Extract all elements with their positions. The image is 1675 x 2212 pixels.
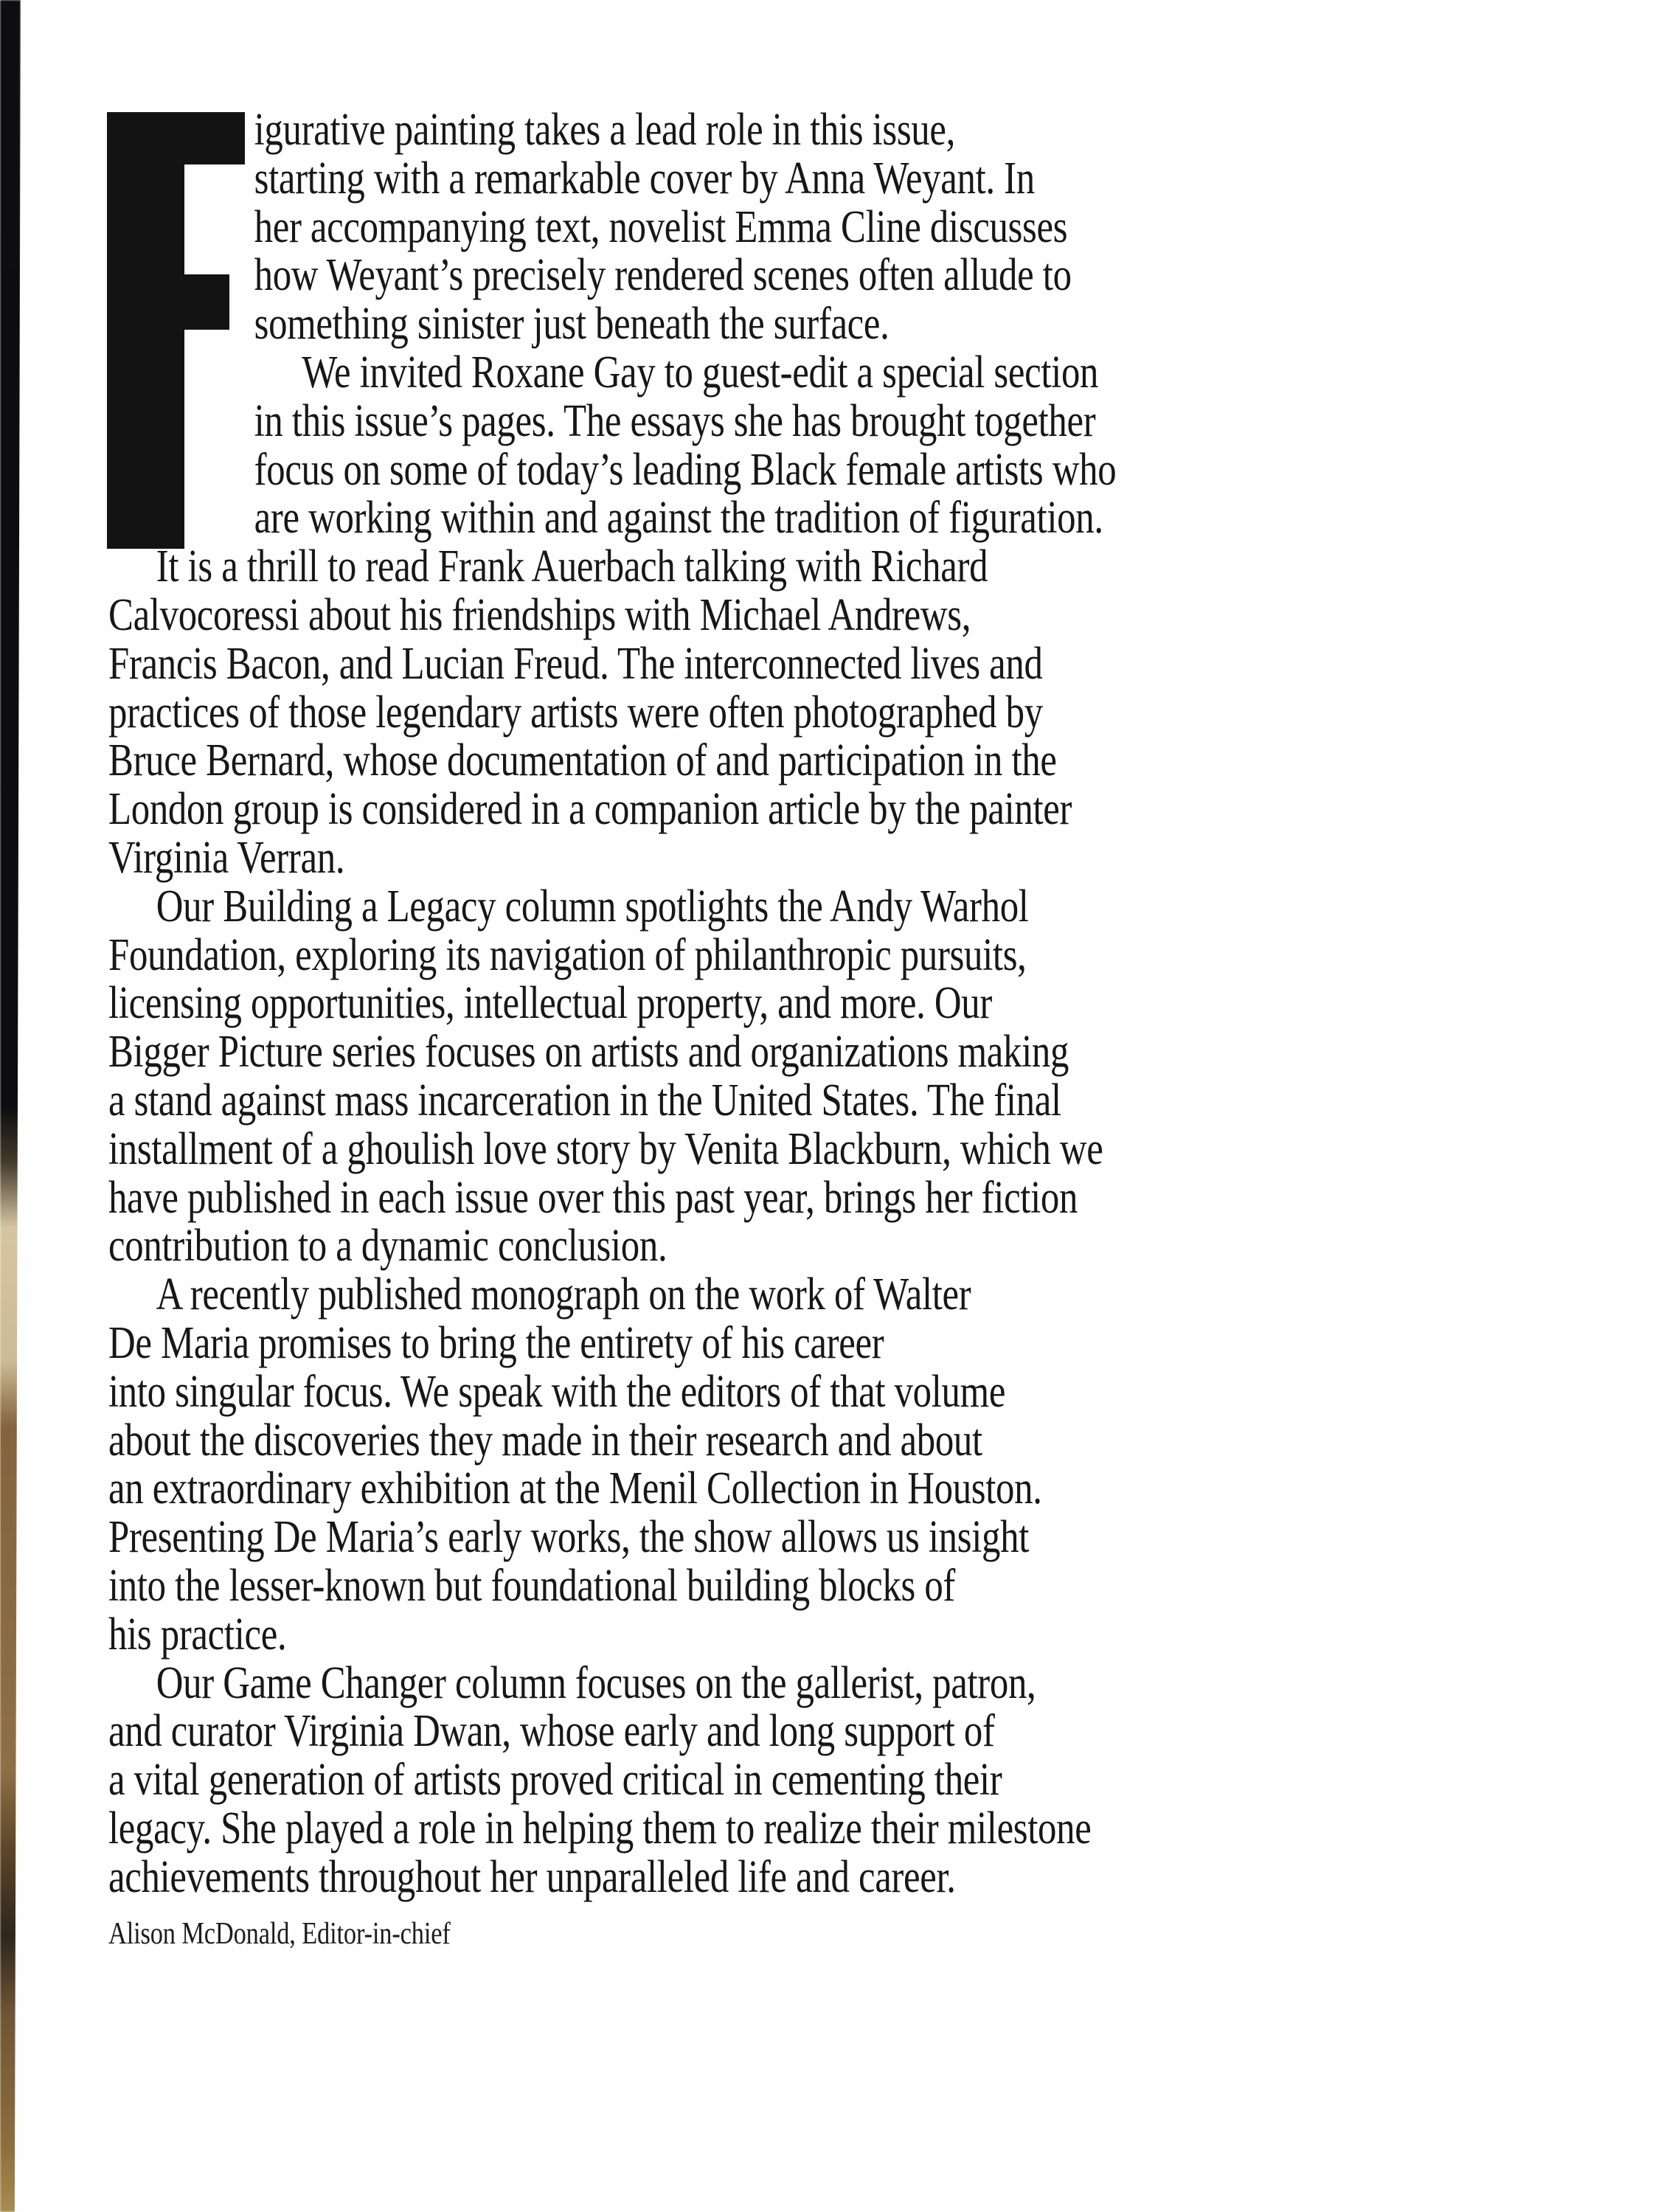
- text-line: Our Game Changer column focuses on the gallerist, patron,: [156, 1657, 1036, 1708]
- text-line: starting with a remarkable cover by Anna Weyant. In: [254, 153, 1035, 204]
- text-line: Bigger Picture series focuses on artists and organizations making: [108, 1027, 1069, 1078]
- signature-line: Alison McDonald, Editor-in-chief: [108, 1917, 451, 1952]
- text-line: A recently published monograph on the work of Walter: [156, 1269, 971, 1320]
- text-line: in this issue’s pages. The essays she has brought together: [254, 395, 1096, 446]
- text-line: how Weyant’s precisely rendered scenes often allude to: [254, 250, 1072, 301]
- text-line: focus on some of today’s leading Black female artists who: [254, 444, 1117, 495]
- text-line: practices of those legendary artists were often photographed by: [108, 687, 1043, 738]
- text-line: We invited Roxane Gay to guest-edit a special section: [302, 347, 1099, 398]
- text-line: his practice.: [108, 1609, 287, 1660]
- text-line: a stand against mass incarceration in the United States. The final: [108, 1075, 1061, 1126]
- text-line: igurative painting takes a lead role in this issue,: [254, 105, 956, 155]
- text-line: It is a thrill to read Frank Auerbach talking with Richard: [156, 541, 988, 592]
- text-line: Virginia Verran.: [108, 832, 345, 883]
- text-line: legacy. She played a role in helping them to realize their milestone: [108, 1803, 1092, 1854]
- article-text: [108, 106, 1379, 1952]
- text-line: Calvocoressi about his friendships with Michael Andrews,: [108, 589, 971, 640]
- text-line: something sinister just beneath the surface.: [254, 299, 889, 350]
- text-line: installment of a ghoulish love story by Venita Blackburn, which we: [108, 1123, 1103, 1174]
- text-line: Presenting De Maria’s early works, the show allows us insight: [108, 1512, 1029, 1563]
- text-line: an extraordinary exhibition at the Menil Collection in Houston.: [108, 1463, 1042, 1514]
- text-line: Our Building a Legacy column spotlights the Andy Warhol: [156, 881, 1029, 932]
- text-line: Foundation, exploring its navigation of philanthropic pursuits,: [108, 929, 1027, 980]
- text-line: into the lesser-known but foundational building blocks of: [108, 1560, 956, 1611]
- text-line: are working within and against the tradition of figuration.: [254, 493, 1103, 544]
- page-edge-photo-strip: [0, 0, 21, 2212]
- text-line: De Maria promises to bring the entirety of his career: [108, 1317, 884, 1368]
- text-line: have published in each issue over this past year, brings her fiction: [108, 1172, 1078, 1223]
- text-line: about the discoveries they made in their research and about: [108, 1415, 982, 1466]
- article-lines: [108, 106, 1379, 1901]
- text-line: her accompanying text, novelist Emma Cline discusses: [254, 201, 1068, 252]
- text-line: Francis Bacon, and Lucian Freud. The interconnected lives and: [108, 638, 1043, 689]
- text-line: contribution to a dynamic conclusion.: [108, 1221, 667, 1272]
- text-line: Bruce Bernard, whose documentation of and participation in the: [108, 735, 1057, 786]
- text-line: London group is considered in a companion article by the painter: [108, 784, 1072, 835]
- text-line: into singular focus. We speak with the editors of that volume: [108, 1366, 1006, 1417]
- text-line: achievements throughout her unparalleled life and career.: [108, 1851, 956, 1902]
- text-line: a vital generation of artists proved critical in cementing their: [108, 1755, 1002, 1806]
- text-line: licensing opportunities, intellectual property, and more. Our: [108, 978, 992, 1029]
- text-line: and curator Virginia Dwan, whose early and long support of: [108, 1706, 995, 1757]
